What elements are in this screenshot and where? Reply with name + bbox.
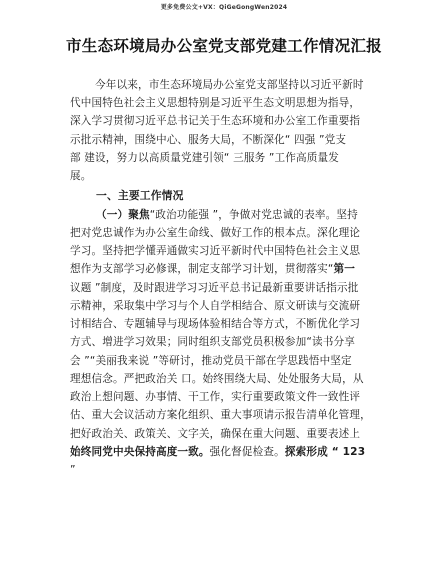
- paragraph-line: [70, 114, 360, 128]
- text-segment: 想作为支部学习必修课，制定支部学习计划，贯彻落实“: [70, 263, 334, 275]
- paragraph-line: [95, 78, 364, 92]
- text-segment: 方式、增进学习效果；同时组织支部党员积极参加“读书分享: [70, 336, 355, 348]
- bold-text-segment: 探索形成 “ 123: [284, 446, 366, 458]
- text-segment: 把好政治关、政策关、文字关，确保在重大问题、重要表述上: [70, 428, 361, 440]
- text-segment: 深入学习贯彻习近平总书记关于生态环境和办公室工作重要指: [70, 115, 361, 127]
- text-segment: 代中国特色社会主义思想特别是习近平生态文明思想为指导，: [70, 97, 361, 109]
- paragraph-line: [96, 208, 358, 222]
- text-segment: 会 ”“美丽我来说 ”等研讨，推动党员干部在学思践悟中坚定: [70, 355, 352, 367]
- paragraph-line: [70, 335, 355, 349]
- section-heading: [96, 189, 184, 203]
- paragraph-line: [70, 372, 364, 386]
- bold-text-segment: 始终同党中央保持高度一致。: [70, 446, 210, 458]
- text-segment: 议题 ”制度，及时跟进学习习近平总书记最新重要讲话指示批: [70, 282, 359, 294]
- text-segment: 展。: [70, 170, 92, 182]
- paragraph-line: [70, 445, 365, 459]
- paragraph-line: [70, 262, 355, 276]
- paragraph-line: [70, 169, 92, 183]
- paragraph-line: [70, 226, 360, 240]
- paragraph-line: [70, 151, 339, 165]
- text-segment: 政治上想问题、办事情、干工作，实行重要政策文件一致性评: [70, 391, 361, 403]
- text-segment: 理想信念。严把政治关 口。始终围绕大局、处处服务大局，从: [70, 373, 364, 385]
- bold-text-segment: 第一: [333, 263, 355, 275]
- paragraph-line: [70, 244, 360, 258]
- paragraph-line: [70, 408, 371, 422]
- watermark-text: 更多免费公文+VX：QiGeGongWen2024: [160, 4, 288, 11]
- paragraph-line: [70, 317, 360, 331]
- text-segment: 部 建设，努力以高质量党建引领“ 三服务 ”工作高质量发: [70, 152, 339, 164]
- page-title: 市生态环境局办公室党支部党建工作情况汇报: [65, 37, 382, 55]
- bold-text-segment: （一）聚焦: [96, 209, 150, 221]
- text-segment: 今年以来，市生态环境局办公室党支部坚持以习近平新时: [95, 79, 364, 91]
- paragraph-line: [70, 96, 360, 110]
- paragraph-line: [70, 463, 76, 477]
- paragraph-line: [70, 299, 360, 313]
- paragraph-line: [70, 390, 360, 404]
- text-segment: 讨相结合、专题辅导与现场体验相结合等方式，不断优化学习: [70, 318, 361, 330]
- text-segment: 示批示精神，围绕中心、服务大局，不断深化“ 四强 ”党支: [70, 134, 347, 146]
- text-segment: 强化督促检查。: [209, 446, 285, 458]
- text-segment: 估、重大会议活动方案化组织、重大事项请示报告清单化管理，: [70, 409, 371, 421]
- text-segment: ”: [70, 464, 76, 476]
- bold-text-segment: 一、主要工作情况: [96, 189, 184, 202]
- paragraph-line: [70, 427, 360, 441]
- text-segment: 示精神，采取集中学习与个人自学相结合、原文研读与交流研: [70, 300, 361, 312]
- text-segment: 把对党忠诚作为办公室生命线、做好工作的根本点。深化理论: [70, 227, 361, 239]
- paragraph-line: [70, 133, 346, 147]
- text-segment: 学习。坚持把学懂弄通做实习近平新时代中国特色社会主义思: [70, 245, 361, 257]
- paragraph-line: [70, 354, 352, 368]
- text-segment: “政治功能强 ”，争做对党忠诚的表率。坚持: [149, 209, 358, 221]
- paragraph-line: [70, 281, 359, 295]
